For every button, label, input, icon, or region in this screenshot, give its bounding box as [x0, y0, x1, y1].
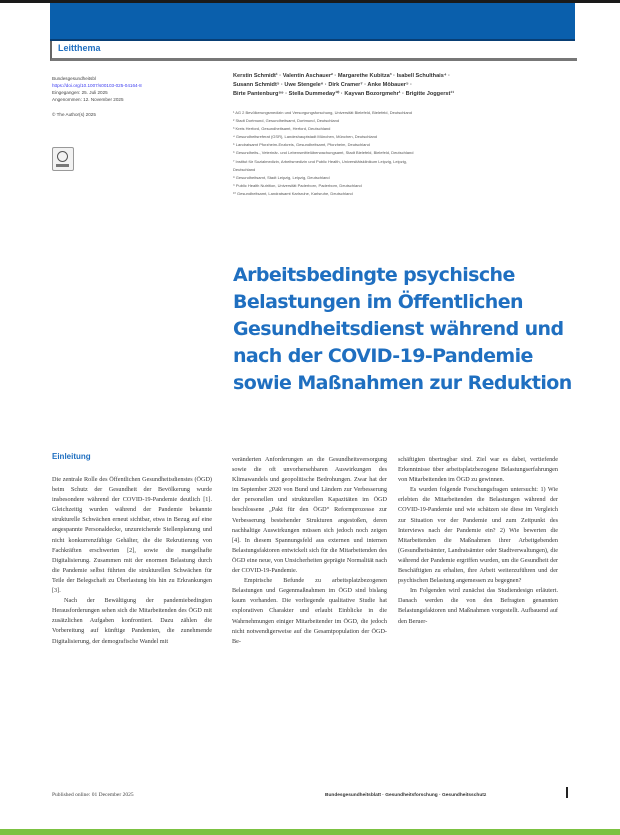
section-heading: Einleitung — [52, 452, 91, 461]
section-label: Leitthema — [58, 43, 101, 53]
affiliation: ⁸ Gesundheitsamt, Stadt Leipzig, Leipzig, Deutschland — [233, 174, 330, 180]
body-column-2 — [232, 455, 387, 647]
title-line: nach der COVID-19-Pandemie — [233, 345, 533, 367]
copyright: © The Author(s) 2025 — [52, 112, 96, 117]
paragraph: schäftigten übertragbar sind. Ziel war es dabei, vertiefende Erkenntnisse über arbeitsplatzbezogene Belastungserfahrungen von Mitarbeitenden im ÖGD zu gewinnen. — [398, 456, 558, 484]
open-access-icon — [52, 147, 74, 171]
author-list — [233, 72, 613, 99]
received-date: Eingegangen: 25. Juli 2025 — [52, 90, 108, 95]
affiliation: ⁹ Public Health Nutrition, Universität Paderborn, Paderborn, Deutschland — [233, 182, 362, 188]
affiliation: ⁵ Landratsamt Pforzheim-Enzkreis, Gesundheitsamt, Pforzheim, Deutschland — [233, 142, 370, 148]
article-title — [233, 262, 613, 397]
affiliation: ⁶ Gesundheits-, Veterinär- und Lebensmittelüberwachungsamt, Stadt Bielefeld, Bielefeld, Deutschland — [233, 150, 414, 156]
doi-link[interactable]: https://doi.org/10.1007/s00103-025-04164-8 — [52, 83, 142, 88]
journal-abbrev: Bundesgesundheitsbl — [52, 76, 96, 81]
article-meta — [52, 75, 232, 118]
paragraph: Im Folgenden wird zunächst das Studiendesign erläutert. Danach werden die von den Befragten genannten Belastungsfaktoren und Maßnahmen vorgestellt. Aufbauend auf den Beruer- — [398, 587, 558, 625]
title-line: sowie Maßnahmen zur Reduktion — [233, 372, 572, 394]
affiliation: ² Stadt Dortmund, Gesundheitsamt, Dortmund, Deutschland — [233, 118, 340, 124]
paragraph: veränderten Anforderungen an die Gesundheitsversorgung sowie die oft unvorhersehbaren Auswirkungen des Klimawandels und geopolitische Bedrohungen. Zwar hat der im September 2020 von Bund und Ländern zur Verbesserung der personellen und strukturellen Kapazitäten im ÖGD beschlossene „Pakt für den ÖGD“ Reformprozesse zur Verbesserung bestehender Strukturen angestoßen, deren nachhaltige Auswirkungen müssen sich jedoch noch zeigen [4]. In diesem Spannungsfeld aus externen und internen Belastungsfaktoren entwickelt sich für die Mitarbeitenden des ÖGD eine neue, von Unsicherheiten geprägte Normalität nach der COVID-19-Pandemie. — [232, 456, 387, 575]
title-line: Belastungen im Öffentlichen — [233, 291, 523, 313]
page-marker — [566, 787, 568, 798]
paragraph: Die zentrale Rolle des Öffentlichen Gesundheitsdienstes (ÖGD) beim Schutz der Gesundheit der Bevölkerung wurde insbesondere während der COVID-19-Pandemie deutlich [1]. Gleichzeitig wurden während der Pandemie bekannte strukturelle Schwächen erneut sichtbar, etwa in Bezug auf eine angespannte Personaldecke, unzureichende Stellenplanung und nicht konkurrenzfähige Gehälter, die die Rekrutierung von Fachkräften erschwerten [2], sowie die mangelhafte Digitalisierung. Zusammen mit der enormen Belastung durch die Pandemie selbst führten die strukturellen Schwächen für Teile der Belegschaft zu Überlastung bis hin zu Erkrankungen [3]. — [52, 476, 212, 595]
affiliation: ¹ AG 2 Bevölkerungsmedizin und Versorgungsforschung, Universität Bielefeld, Bielefeld, Deutschland — [233, 110, 412, 115]
title-line: Gesundheitsdienst während und — [233, 318, 564, 340]
body-column-3 — [398, 455, 558, 627]
affiliation: ⁷ Institut für Sozialmedizin, Arbeitsmedizin und Public Health, Universitätsklinikum Leipzig, Leipzig, — [233, 158, 407, 164]
accepted-date: Angenommen: 12. November 2025 — [52, 97, 124, 102]
affiliation: ⁴ Gesundheitsreferat (GSR), Landeshauptstadt München, München, Deutschland — [233, 134, 378, 140]
section-label-bar — [50, 41, 577, 61]
journal-header-bar — [50, 3, 575, 41]
body-column-1 — [52, 475, 212, 647]
journal-footer: Bundesgesundheitsblatt · Gesundheitsforschung · Gesundheitsschutz — [325, 793, 487, 798]
affiliation: ¹⁰ Gesundheitsamt, Landratsamt Karlsruhe, Karlsruhe, Deutschland — [233, 190, 353, 196]
affiliation: ³ Kreis Herford, Gesundheitsamt, Herford, Deutschland — [233, 126, 331, 132]
affiliation: Deutschland — [233, 166, 256, 172]
paragraph: Empirische Befunde zu arbeitsplatzbezogenen Belastungen und Gegenmaßnahmen im ÖGD sind bislang kaum vorhanden. Die vorliegende qualitative Studie hat explorativen Charakter und erlaubt Einblicke in die Wahrnehmungen einiger Mitarbeitender im ÖGD, die jedoch nicht notwendigerweise auf die Gesamtpopulation der ÖGD-Be- — [232, 577, 387, 645]
paragraph: Es wurden folgende Forschungsfragen untersucht: 1) Wie erlebten die Mitarbeitenden die Belastungen während der COVID-19-Pandemie und wie schätzen sie diese im Vergleich zur Situation vor der Pandemie und zum Zeitpunkt des Interviews nach der Pandemie ein? 2) Wie bewerten die Mitarbeitenden die Maßnahmen ihrer Arbeitgebenden (Gesundheitsämter, Landratsämter oder Stadtverwaltungen), die während der Pandemie ergriffen wurden, um die Gesundheit der Beschäftigten zu erhalten, ihre Arbeit weiterzuführen und der psychischen Belastung angemessen zu begegnen? — [398, 486, 558, 585]
viewer-bottom-bar — [0, 829, 620, 835]
author-line: Susann Schmidt⁵ · Uwe Stengele⁶ · Dirk Cramer⁷ · Anke Möbauer⁵ · — [233, 82, 413, 88]
title-line: Arbeitsbedingte psychische — [233, 264, 515, 286]
paragraph: Nach der Bewältigung der pandemiebedingten Herausforderungen sehen sich die Mitarbeitenden des ÖGD mit zusätzlichen Aufgaben konfrontiert. Dazu zählen die Vorbereitung auf künftige Pandemien, die zunehmende Digitalisierung, der demografische Wandel mit — [52, 597, 212, 645]
published-online: Published online: 01 December 2025 — [52, 792, 134, 798]
affiliation-list — [233, 109, 603, 198]
author-line: Kerstin Schmidt¹ · Valentin Aschauer² · Margarethe Kubitza³ · Isabell Schulthais⁴ · — [233, 73, 451, 79]
author-line: Birte Pantenburg⁸⁹ · Stella Dummeday¹⁰ · Kayvan Bozorgmehr¹ · Brigitte Joggerst¹¹ — [233, 91, 455, 97]
